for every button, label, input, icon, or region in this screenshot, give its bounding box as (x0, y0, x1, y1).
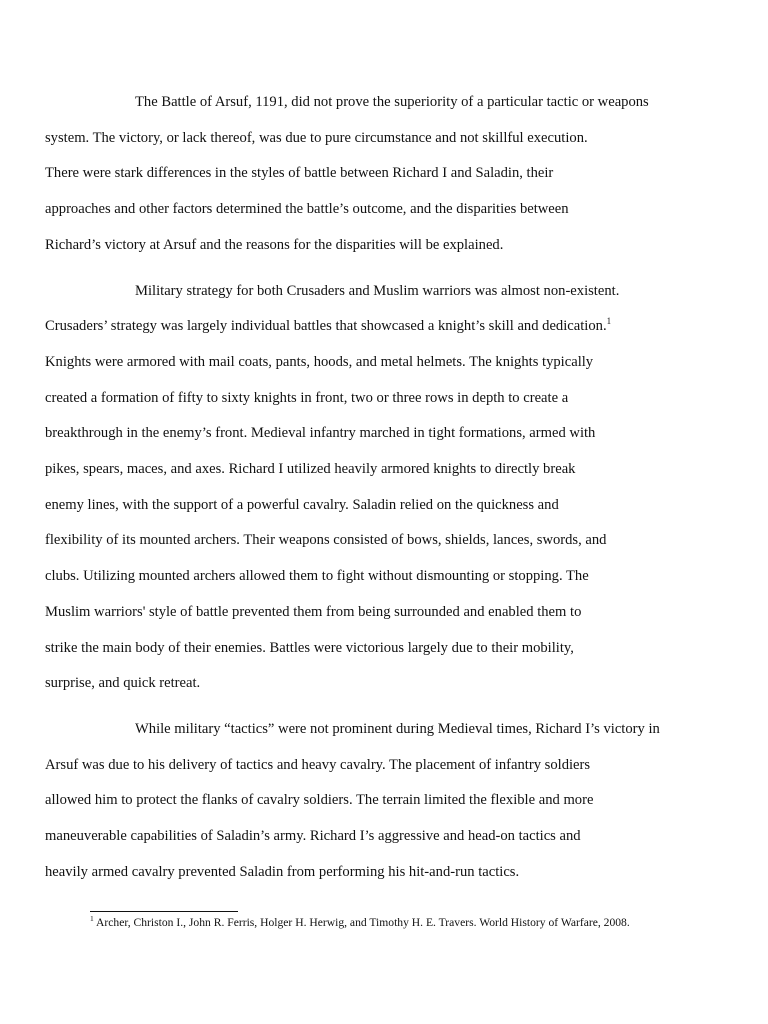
paragraph-line: enemy lines, with the support of a powerful cavalry. Saladin relied on the quickness and (45, 496, 559, 513)
paragraph-line: strike the main body of their enemies. Battles were victorious largely due to their mobility, (45, 639, 574, 656)
paragraph-line: heavily armed cavalry prevented Saladin from performing his hit-and-run tactics. (45, 863, 520, 880)
paragraph-line: Arsuf was due to his delivery of tactics and heavy cavalry. The placement of infantry soldiers (45, 756, 591, 773)
paragraph-2 (45, 274, 682, 702)
paragraph-line: There were stark differences in the styles of battle between Richard I and Saladin, their (45, 165, 554, 182)
document-body (45, 85, 682, 900)
paragraph-line: clubs. Utilizing mounted archers allowed them to fight without dismounting or stopping. The (45, 568, 589, 585)
footnote-separator (90, 911, 238, 912)
paragraph-line: While military “tactics” were not prominent during Medieval times, Richard I’s victory in (135, 720, 660, 737)
paragraph-1 (45, 85, 682, 264)
paragraph-line-with-footnote (45, 309, 682, 345)
paragraph-line: The Battle of Arsuf, 1191, did not prove the superiority of a particular tactic or weapons (135, 94, 649, 110)
footnote (90, 915, 690, 931)
paragraph-line: system. The victory, or lack thereof, was due to pure circumstance and not skillful execution. (45, 129, 588, 146)
footnote-reference[interactable]: 1 (606, 316, 612, 327)
paragraph-line-text: Crusaders’ strategy was largely individual battles that showcased a knight’s skill and dedication. (45, 318, 607, 335)
paragraph-line: Knights were armored with mail coats, pants, hoods, and metal helmets. The knights typically (45, 353, 594, 370)
paragraph-line: Muslim warriors' style of battle prevented them from being surrounded and enabled them to (45, 603, 582, 620)
paragraph-line: flexibility of its mounted archers. Their weapons consisted of bows, shields, lances, swords, and (45, 532, 607, 549)
footnote-marker: 1 (90, 914, 94, 924)
paragraph-line: allowed him to protect the flanks of cavalry soldiers. The terrain limited the flexible and more (45, 792, 594, 809)
paragraph-line: created a formation of fifty to sixty knights in front, two or three rows in depth to create a (45, 389, 569, 406)
paragraph-line: surprise, and quick retreat. (45, 675, 201, 692)
paragraph-line: Military strategy for both Crusaders and Muslim warriors was almost non-existent. (135, 282, 620, 299)
footnote-text: Archer, Christon I., John R. Ferris, Holger H. Herwig, and Timothy H. E. Travers. World History of Warfare, 2008. (96, 916, 630, 929)
paragraph-line: approaches and other factors determined the battle’s outcome, and the disparities between (45, 201, 569, 218)
paragraph-line: breakthrough in the enemy’s front. Medieval infantry marched in tight formations, armed with (45, 425, 596, 442)
paragraph-3 (45, 712, 682, 891)
paragraph-line: maneuverable capabilities of Saladin’s army. Richard I’s aggressive and head-on tactics and (45, 828, 581, 845)
paragraph-line: Richard’s victory at Arsuf and the reasons for the disparities will be explained. (45, 236, 504, 253)
paragraph-line: pikes, spears, maces, and axes. Richard I utilized heavily armored knights to directly break (45, 461, 576, 478)
